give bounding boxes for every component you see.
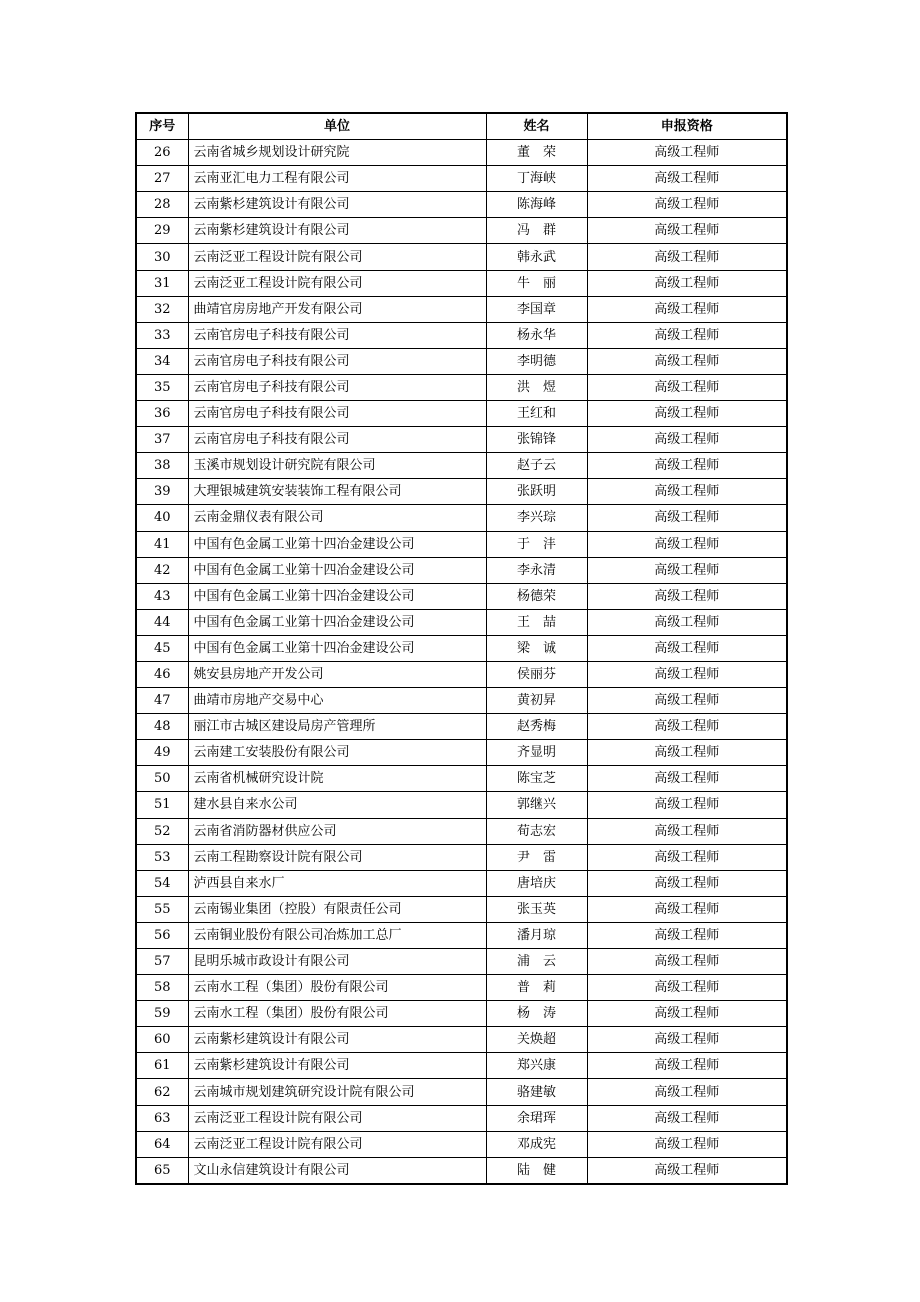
cell-unit: 云南工程勘察设计院有限公司 [188,844,486,870]
table-row [136,766,787,792]
cell-unit: 中国有色金属工业第十四冶金建设公司 [188,531,486,557]
cell-qualification: 高级工程师 [587,322,787,348]
cell-name: 洪 煜 [486,374,587,400]
cell-name: 张锦锋 [486,427,587,453]
cell-unit: 云南官房电子科技有限公司 [188,401,486,427]
cell-unit: 云南紫杉建筑设计有限公司 [188,192,486,218]
cell-name: 浦 云 [486,949,587,975]
cell-unit: 云南城市规划建筑研究设计院有限公司 [188,1079,486,1105]
cell-name: 尹 雷 [486,844,587,870]
cell-qualification: 高级工程师 [587,635,787,661]
cell-serial-number: 31 [136,270,188,296]
cell-unit: 建水县自来水公司 [188,792,486,818]
cell-qualification: 高级工程师 [587,740,787,766]
cell-qualification: 高级工程师 [587,218,787,244]
table-row [136,531,787,557]
table-row [136,740,787,766]
table-row [136,896,787,922]
cell-name: 普 莉 [486,975,587,1001]
cell-qualification: 高级工程师 [587,818,787,844]
cell-qualification: 高级工程师 [587,531,787,557]
cell-qualification: 高级工程师 [587,244,787,270]
cell-unit: 云南泛亚工程设计院有限公司 [188,1105,486,1131]
cell-unit: 姚安县房地产开发公司 [188,661,486,687]
cell-name: 王 喆 [486,609,587,635]
cell-serial-number: 58 [136,975,188,1001]
cell-qualification: 高级工程师 [587,192,787,218]
cell-qualification: 高级工程师 [587,766,787,792]
table-row [136,348,787,374]
cell-serial-number: 62 [136,1079,188,1105]
cell-qualification: 高级工程师 [587,557,787,583]
cell-name: 丁海峡 [486,166,587,192]
cell-name: 陆 健 [486,1157,587,1184]
table-row [136,140,787,166]
cell-serial-number: 29 [136,218,188,244]
table-row [136,1131,787,1157]
table-row [136,609,787,635]
cell-unit: 云南官房电子科技有限公司 [188,427,486,453]
cell-serial-number: 34 [136,348,188,374]
cell-qualification: 高级工程师 [587,1157,787,1184]
cell-name: 骆建敏 [486,1079,587,1105]
cell-name: 张玉英 [486,896,587,922]
cell-unit: 云南水工程（集团）股份有限公司 [188,1001,486,1027]
cell-unit: 云南泛亚工程设计院有限公司 [188,270,486,296]
cell-name: 郭继兴 [486,792,587,818]
cell-qualification: 高级工程师 [587,870,787,896]
table-row [136,270,787,296]
cell-unit: 云南官房电子科技有限公司 [188,322,486,348]
cell-serial-number: 45 [136,635,188,661]
cell-serial-number: 59 [136,1001,188,1027]
cell-name: 李永清 [486,557,587,583]
cell-qualification: 高级工程师 [587,975,787,1001]
cell-unit: 云南泛亚工程设计院有限公司 [188,1131,486,1157]
cell-name: 杨永华 [486,322,587,348]
cell-qualification: 高级工程师 [587,140,787,166]
header-row [136,113,787,140]
table-row [136,401,787,427]
cell-qualification: 高级工程师 [587,1131,787,1157]
table-row [136,557,787,583]
cell-qualification: 高级工程师 [587,427,787,453]
cell-name: 关焕超 [486,1027,587,1053]
cell-qualification: 高级工程师 [587,401,787,427]
cell-serial-number: 52 [136,818,188,844]
cell-unit: 云南紫杉建筑设计有限公司 [188,1027,486,1053]
cell-serial-number: 26 [136,140,188,166]
table-header [136,113,787,140]
cell-qualification: 高级工程师 [587,1053,787,1079]
cell-qualification: 高级工程师 [587,896,787,922]
table-row [136,1079,787,1105]
cell-name: 杨德荣 [486,583,587,609]
cell-qualification: 高级工程师 [587,296,787,322]
table-row [136,322,787,348]
table-row [136,688,787,714]
table-row [136,583,787,609]
cell-qualification: 高级工程师 [587,270,787,296]
cell-name: 李兴琮 [486,505,587,531]
table-row [136,870,787,896]
cell-serial-number: 56 [136,922,188,948]
cell-name: 郑兴康 [486,1053,587,1079]
cell-unit: 泸西县自来水厂 [188,870,486,896]
cell-qualification: 高级工程师 [587,1001,787,1027]
header-unit: 单位 [188,113,486,140]
header-name: 姓名 [486,113,587,140]
cell-unit: 云南省消防器材供应公司 [188,818,486,844]
cell-serial-number: 37 [136,427,188,453]
cell-unit: 中国有色金属工业第十四冶金建设公司 [188,635,486,661]
table-row [136,427,787,453]
table-row [136,635,787,661]
cell-serial-number: 28 [136,192,188,218]
cell-name: 王红和 [486,401,587,427]
cell-unit: 曲靖市房地产交易中心 [188,688,486,714]
cell-serial-number: 49 [136,740,188,766]
cell-name: 潘月琼 [486,922,587,948]
cell-name: 赵秀梅 [486,714,587,740]
table-row [136,949,787,975]
cell-serial-number: 61 [136,1053,188,1079]
cell-serial-number: 35 [136,374,188,400]
cell-serial-number: 42 [136,557,188,583]
table-row [136,922,787,948]
cell-qualification: 高级工程师 [587,374,787,400]
table-row [136,453,787,479]
cell-serial-number: 60 [136,1027,188,1053]
cell-serial-number: 30 [136,244,188,270]
table-row [136,975,787,1001]
table-row [136,792,787,818]
cell-qualification: 高级工程师 [587,688,787,714]
table-row [136,1001,787,1027]
cell-qualification: 高级工程师 [587,661,787,687]
cell-unit: 云南紫杉建筑设计有限公司 [188,1053,486,1079]
cell-serial-number: 47 [136,688,188,714]
cell-serial-number: 38 [136,453,188,479]
cell-serial-number: 50 [136,766,188,792]
cell-serial-number: 44 [136,609,188,635]
cell-unit: 云南铜业股份有限公司冶炼加工总厂 [188,922,486,948]
cell-name: 牛 丽 [486,270,587,296]
cell-qualification: 高级工程师 [587,479,787,505]
cell-unit: 昆明乐城市政设计有限公司 [188,949,486,975]
cell-serial-number: 51 [136,792,188,818]
cell-name: 冯 群 [486,218,587,244]
cell-qualification: 高级工程师 [587,1027,787,1053]
cell-serial-number: 40 [136,505,188,531]
cell-qualification: 高级工程师 [587,1105,787,1131]
cell-qualification: 高级工程师 [587,583,787,609]
table-row [136,166,787,192]
cell-unit: 云南官房电子科技有限公司 [188,374,486,400]
cell-unit: 云南金鼎仪表有限公司 [188,505,486,531]
table-row [136,1157,787,1184]
table-row [136,374,787,400]
cell-unit: 曲靖官房房地产开发有限公司 [188,296,486,322]
cell-unit: 云南省城乡规划设计研究院 [188,140,486,166]
cell-serial-number: 54 [136,870,188,896]
cell-qualification: 高级工程师 [587,505,787,531]
cell-name: 邓成宪 [486,1131,587,1157]
cell-name: 侯丽芬 [486,661,587,687]
table-body [136,140,787,1184]
cell-serial-number: 27 [136,166,188,192]
cell-serial-number: 57 [136,949,188,975]
cell-name: 董 荣 [486,140,587,166]
cell-unit: 云南亚汇电力工程有限公司 [188,166,486,192]
cell-serial-number: 46 [136,661,188,687]
cell-unit: 云南泛亚工程设计院有限公司 [188,244,486,270]
table-row [136,661,787,687]
cell-unit: 云南紫杉建筑设计有限公司 [188,218,486,244]
cell-unit: 云南省机械研究设计院 [188,766,486,792]
cell-name: 黄初昇 [486,688,587,714]
cell-unit: 云南建工安装股份有限公司 [188,740,486,766]
cell-name: 齐显明 [486,740,587,766]
cell-qualification: 高级工程师 [587,166,787,192]
cell-name: 韩永武 [486,244,587,270]
cell-serial-number: 64 [136,1131,188,1157]
cell-unit: 云南官房电子科技有限公司 [188,348,486,374]
cell-name: 余珺珲 [486,1105,587,1131]
cell-serial-number: 41 [136,531,188,557]
cell-name: 李国章 [486,296,587,322]
cell-unit: 中国有色金属工业第十四冶金建设公司 [188,583,486,609]
cell-serial-number: 65 [136,1157,188,1184]
table-row [136,844,787,870]
table-row [136,818,787,844]
cell-qualification: 高级工程师 [587,1079,787,1105]
cell-serial-number: 53 [136,844,188,870]
cell-unit: 丽江市古城区建设局房产管理所 [188,714,486,740]
cell-unit: 云南水工程（集团）股份有限公司 [188,975,486,1001]
table-row [136,218,787,244]
cell-serial-number: 39 [136,479,188,505]
cell-unit: 玉溪市规划设计研究院有限公司 [188,453,486,479]
cell-qualification: 高级工程师 [587,453,787,479]
header-serial-number: 序号 [136,113,188,140]
cell-serial-number: 43 [136,583,188,609]
table-row [136,714,787,740]
cell-serial-number: 33 [136,322,188,348]
cell-qualification: 高级工程师 [587,922,787,948]
cell-name: 唐培庆 [486,870,587,896]
cell-serial-number: 36 [136,401,188,427]
table-row [136,1105,787,1131]
cell-name: 张跃明 [486,479,587,505]
cell-name: 于 沣 [486,531,587,557]
cell-qualification: 高级工程师 [587,792,787,818]
cell-serial-number: 48 [136,714,188,740]
cell-qualification: 高级工程师 [587,714,787,740]
cell-name: 陈海峰 [486,192,587,218]
table-row [136,1053,787,1079]
cell-serial-number: 55 [136,896,188,922]
table-row [136,505,787,531]
table-row [136,192,787,218]
cell-qualification: 高级工程师 [587,949,787,975]
cell-name: 荀志宏 [486,818,587,844]
table-row [136,1027,787,1053]
cell-name: 李明德 [486,348,587,374]
cell-name: 杨 涛 [486,1001,587,1027]
cell-qualification: 高级工程师 [587,844,787,870]
cell-name: 梁 诚 [486,635,587,661]
applicant-table [135,112,788,1185]
cell-unit: 中国有色金属工业第十四冶金建设公司 [188,609,486,635]
cell-serial-number: 32 [136,296,188,322]
cell-name: 赵子云 [486,453,587,479]
table-row [136,244,787,270]
table-row [136,479,787,505]
table-row [136,296,787,322]
cell-unit: 大理银城建筑安装装饰工程有限公司 [188,479,486,505]
cell-serial-number: 63 [136,1105,188,1131]
cell-name: 陈宝芝 [486,766,587,792]
header-qualification: 申报资格 [587,113,787,140]
cell-qualification: 高级工程师 [587,348,787,374]
cell-unit: 中国有色金属工业第十四冶金建设公司 [188,557,486,583]
cell-unit: 云南锡业集团（控股）有限责任公司 [188,896,486,922]
cell-unit: 文山永信建筑设计有限公司 [188,1157,486,1184]
cell-qualification: 高级工程师 [587,609,787,635]
